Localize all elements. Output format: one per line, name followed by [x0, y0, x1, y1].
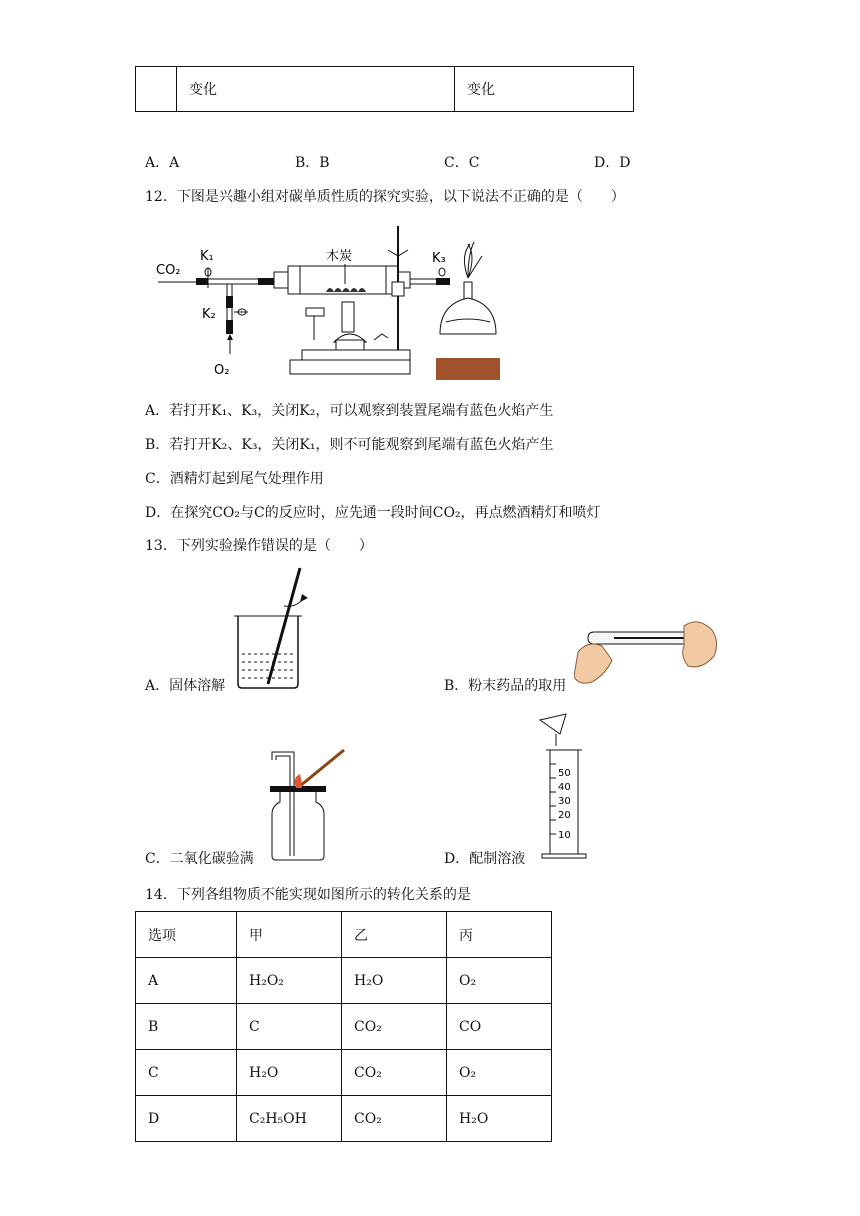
q13-option-d: D．配制溶液 — [444, 851, 526, 867]
table-cell: H₂O₂ — [237, 958, 342, 1004]
table-cell: C — [237, 1004, 342, 1050]
table-row — [136, 1050, 552, 1096]
q11-option-b: B．B — [295, 155, 330, 171]
table-cell: H₂O — [342, 958, 447, 1004]
k2-label: K₂ — [202, 307, 216, 322]
cylinder-tick-label: 50 — [558, 768, 571, 779]
q13-option-b: B．粉末药品的取用 — [444, 678, 567, 694]
cylinder-tick-label: 10 — [558, 830, 571, 841]
cylinder-tick-label: 40 — [558, 782, 571, 793]
table-cell: H₂O — [447, 1096, 552, 1142]
table-cell: CO₂ — [342, 1004, 447, 1050]
table-cell: A — [136, 958, 237, 1004]
table-header-cell: 选项 — [136, 912, 237, 958]
table-cell: CO — [447, 1004, 552, 1050]
cylinder-tick-label: 20 — [558, 810, 571, 821]
q11-table-fragment — [135, 66, 634, 112]
table-cell: H₂O — [237, 1050, 342, 1096]
table-header-cell: 丙 — [447, 912, 552, 958]
q12-option-a: A．若打开K₁、K₃，关闭K₂，可以观察到装置尾端有蓝色火焰产生 — [145, 403, 554, 419]
table-cell: 变化 — [455, 67, 634, 112]
table-cell: C — [136, 1050, 237, 1096]
q14-table — [135, 911, 552, 1142]
co2-full-check-figure — [266, 746, 356, 862]
q12-option-d: D．在探究CO₂与C的反应时，应先通一段时间CO₂，再点燃酒精灯和喷灯 — [145, 505, 601, 521]
table-cell: B — [136, 1004, 237, 1050]
table-row — [136, 958, 552, 1004]
powder-test-tube-figure — [574, 616, 724, 690]
table-row — [136, 1004, 552, 1050]
q11-option-a: A．A — [145, 155, 180, 171]
q12-stem: 12．下图是兴趣小组对碳单质性质的探究实验，以下说法不正确的是（ ） — [145, 189, 625, 205]
table-cell: C₂H₅OH — [237, 1096, 342, 1142]
table-header-cell: 乙 — [342, 912, 447, 958]
table-cell: CO₂ — [342, 1050, 447, 1096]
q12-option-b: B．若打开K₂、K₃，关闭K₁，则不可能观察到尾端有蓝色火焰产生 — [145, 437, 554, 453]
graduated-cylinder-figure — [534, 712, 594, 864]
charcoal-label: 木炭 — [326, 249, 353, 264]
beaker-stirring-figure — [232, 566, 312, 690]
table-cell — [136, 67, 177, 112]
table-header-cell: 甲 — [237, 912, 342, 958]
q14-stem: 14．下列各组物质不能实现如图所示的转化关系的是 — [145, 887, 471, 903]
table-cell: O₂ — [447, 958, 552, 1004]
cylinder-tick-label: 30 — [558, 796, 571, 807]
q13-option-c: C．二氧化碳验满 — [145, 851, 254, 867]
table-cell: D — [136, 1096, 237, 1142]
k1-label: K₁ — [200, 249, 214, 264]
table-row — [136, 1096, 552, 1142]
table-cell: O₂ — [447, 1050, 552, 1096]
q13-option-a: A．固体溶解 — [145, 678, 226, 694]
carbon-experiment-apparatus-figure — [150, 222, 510, 384]
o2-label: O₂ — [214, 363, 230, 378]
q11-option-d: D．D — [594, 155, 631, 171]
co2-label: CO₂ — [156, 263, 181, 278]
q12-option-c: C．酒精灯起到尾气处理作用 — [145, 471, 324, 487]
q13-stem: 13．下列实验操作错误的是（ ） — [145, 538, 373, 554]
q11-option-c: C．C — [444, 155, 480, 171]
table-cell: 变化 — [177, 67, 455, 112]
table-cell: CO₂ — [342, 1096, 447, 1142]
k3-label: K₃ — [432, 251, 446, 266]
